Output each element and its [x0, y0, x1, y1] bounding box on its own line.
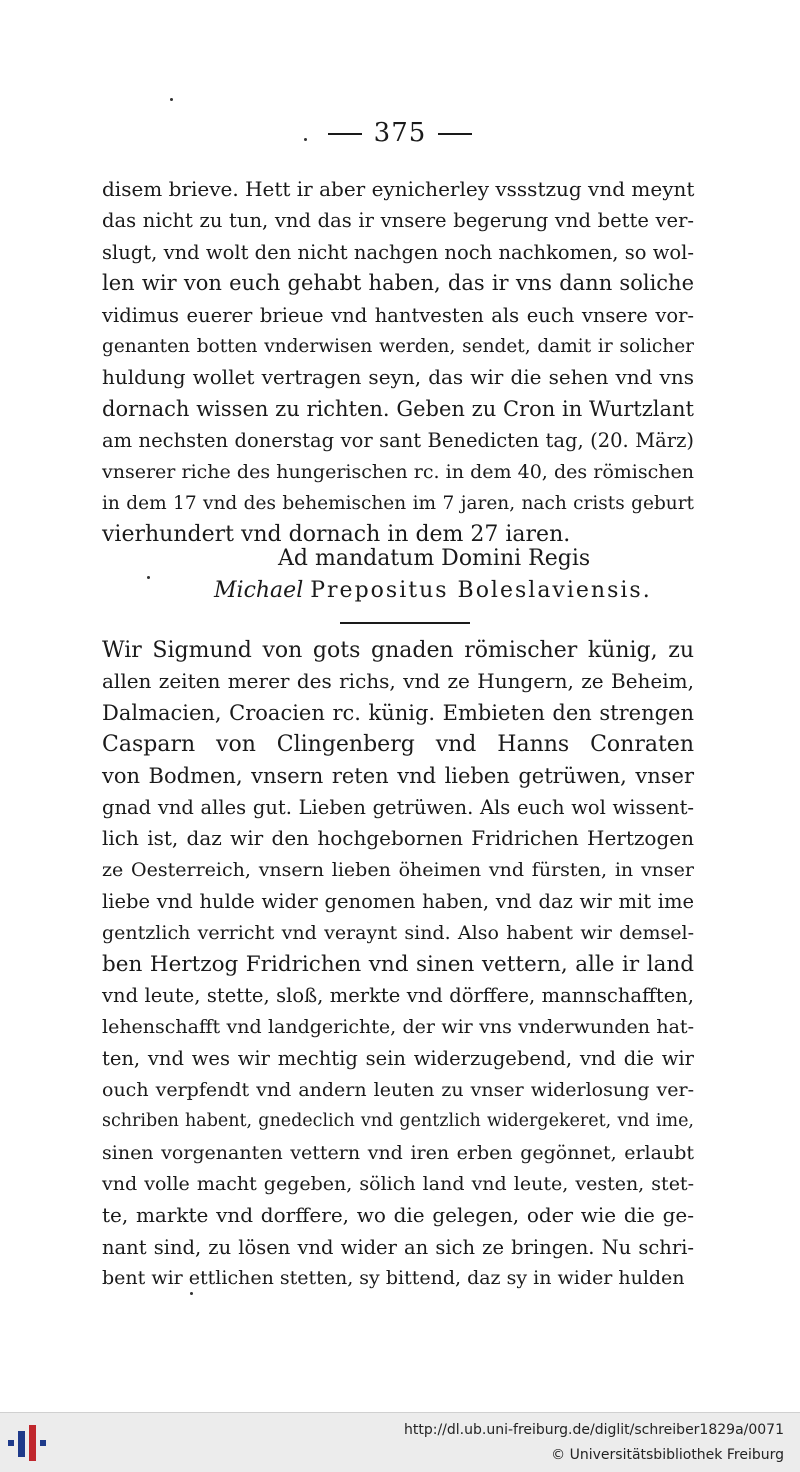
text-line: genanten botten vnderwisen werden, sendet, damit ir solicher: [102, 336, 694, 358]
text-line: Casparn von Clingenberg vnd Hanns Conraten: [102, 732, 694, 758]
signature-line-2: [214, 578, 652, 603]
text-line: von Bodmen, vnsern reten vnd lieben getrüwen, vnser: [102, 763, 694, 788]
text-line: vnserer riche des hungerischen rc. in dem 40, des römischen: [102, 460, 694, 483]
text-line: gnad vnd alles gut. Lieben getrüwen. Als euch wol wissent-: [102, 796, 694, 820]
text-line: disem brieve. Hett ir aber eynicherley vssstzug vnd meynt: [102, 177, 695, 201]
copyright-notice: © Universitätsbibliothek Freiburg: [551, 1447, 784, 1463]
dash-right: [438, 133, 472, 135]
text-line: slugt, vnd wolt den nicht nachgen noch nachkomen, so wol-: [102, 240, 694, 264]
dash-left: [328, 133, 362, 135]
speck-mark: [170, 98, 173, 101]
text-line: allen zeiten merer des richs, vnd ze Hungern, ze Beheim,: [102, 669, 694, 694]
signature-title: Prepositus Boleslaviensis.: [310, 578, 652, 603]
text-line: liebe vnd hulde wider genomen haben, vnd daz wir mit ime: [102, 890, 694, 914]
text-line: vnd leute, stette, sloß, merkte vnd dörffere, mannschafften,: [102, 984, 694, 1008]
text-line: am nechsten donerstag vor sant Benedicten tag, (20. März): [102, 429, 694, 453]
text-line: lich ist, daz wir den hochgebornen Fridrichen Hertzogen: [102, 826, 694, 851]
speck-mark: [147, 576, 150, 579]
text-line: huldung wollet vertragen seyn, das wir die sehen vnd vns: [102, 365, 694, 390]
page-number-header: [0, 118, 800, 148]
text-line: vidimus euerer brieue vnd hantvesten als euch vnsere vor-: [102, 303, 694, 327]
speck-mark: [304, 138, 307, 141]
text-line: bent wir ettlichen stetten, sy bittend, daz sy in wider hulden: [102, 1267, 685, 1290]
text-line: ten, vnd wes wir mechtig sein widerzugebend, vnd die wir: [102, 1047, 694, 1071]
text-line: gentzlich verricht vnd veraynt sind. Also habent wir demsel-: [102, 921, 694, 944]
text-line: schriben habent, gnedeclich vnd gentzlich widergekeret, vnd ime,: [102, 1111, 694, 1132]
text-line: lehenschafft vnd landgerichte, der wir vns vnderwunden hat-: [102, 1015, 694, 1038]
text-line: sinen vorgenanten vettern vnd iren erben gegönnet, erlaubt: [102, 1141, 694, 1164]
text-line: len wir von euch gehabt haben, das ir vns dann soliche: [102, 271, 694, 296]
text-line: das nicht zu tun, vnd das ir vnsere begerung vnd bette ver-: [102, 209, 694, 233]
signature-line-1: Ad mandatum Domini Regis: [278, 546, 591, 571]
text-line: vnd volle macht gegeben, sölich land vnd leute, vesten, stet-: [102, 1172, 694, 1195]
text-line: ze Oesterreich, vnsern lieben öheimen vnd fürsten, in vnser: [102, 858, 694, 881]
text-line: Dalmacien, Croacien rc. künig. Embieten den strengen: [102, 700, 694, 725]
section-divider: [340, 622, 470, 624]
text-line: Wir Sigmund von gots gnaden römischer künig, zu: [102, 638, 694, 663]
text-line: dornach wissen zu richten. Geben zu Cron in Wurtzlant: [102, 396, 694, 421]
paragraph-2: [102, 635, 694, 1295]
library-logo-icon: [8, 1423, 52, 1463]
text-line: vierhundert vnd dornach in dem 27 iaren.: [102, 522, 571, 548]
viewer-footer: [0, 1412, 800, 1472]
paragraph-1: [102, 174, 694, 551]
text-line: nant sind, zu lösen vnd wider an sich ze bringen. Nu schri-: [102, 1235, 694, 1259]
source-url[interactable]: http://dl.ub.uni-freiburg.de/diglit/schreiber1829a/0071: [404, 1422, 784, 1438]
text-line: ben Hertzog Fridrichen vnd sinen vettern, alle ir land: [102, 952, 694, 978]
signature-name: Michael: [214, 578, 304, 603]
speck-mark: [190, 1292, 193, 1295]
text-line: ouch verpfendt vnd andern leuten zu vnser widerlosung ver-: [102, 1078, 694, 1101]
page-number: 375: [373, 118, 427, 148]
text-line: te, markte vnd dorffere, wo die gelegen, oder wie die ge-: [102, 1203, 694, 1228]
text-line: in dem 17 vnd des behemischen im 7 jaren, nach crists geburt: [102, 493, 694, 515]
